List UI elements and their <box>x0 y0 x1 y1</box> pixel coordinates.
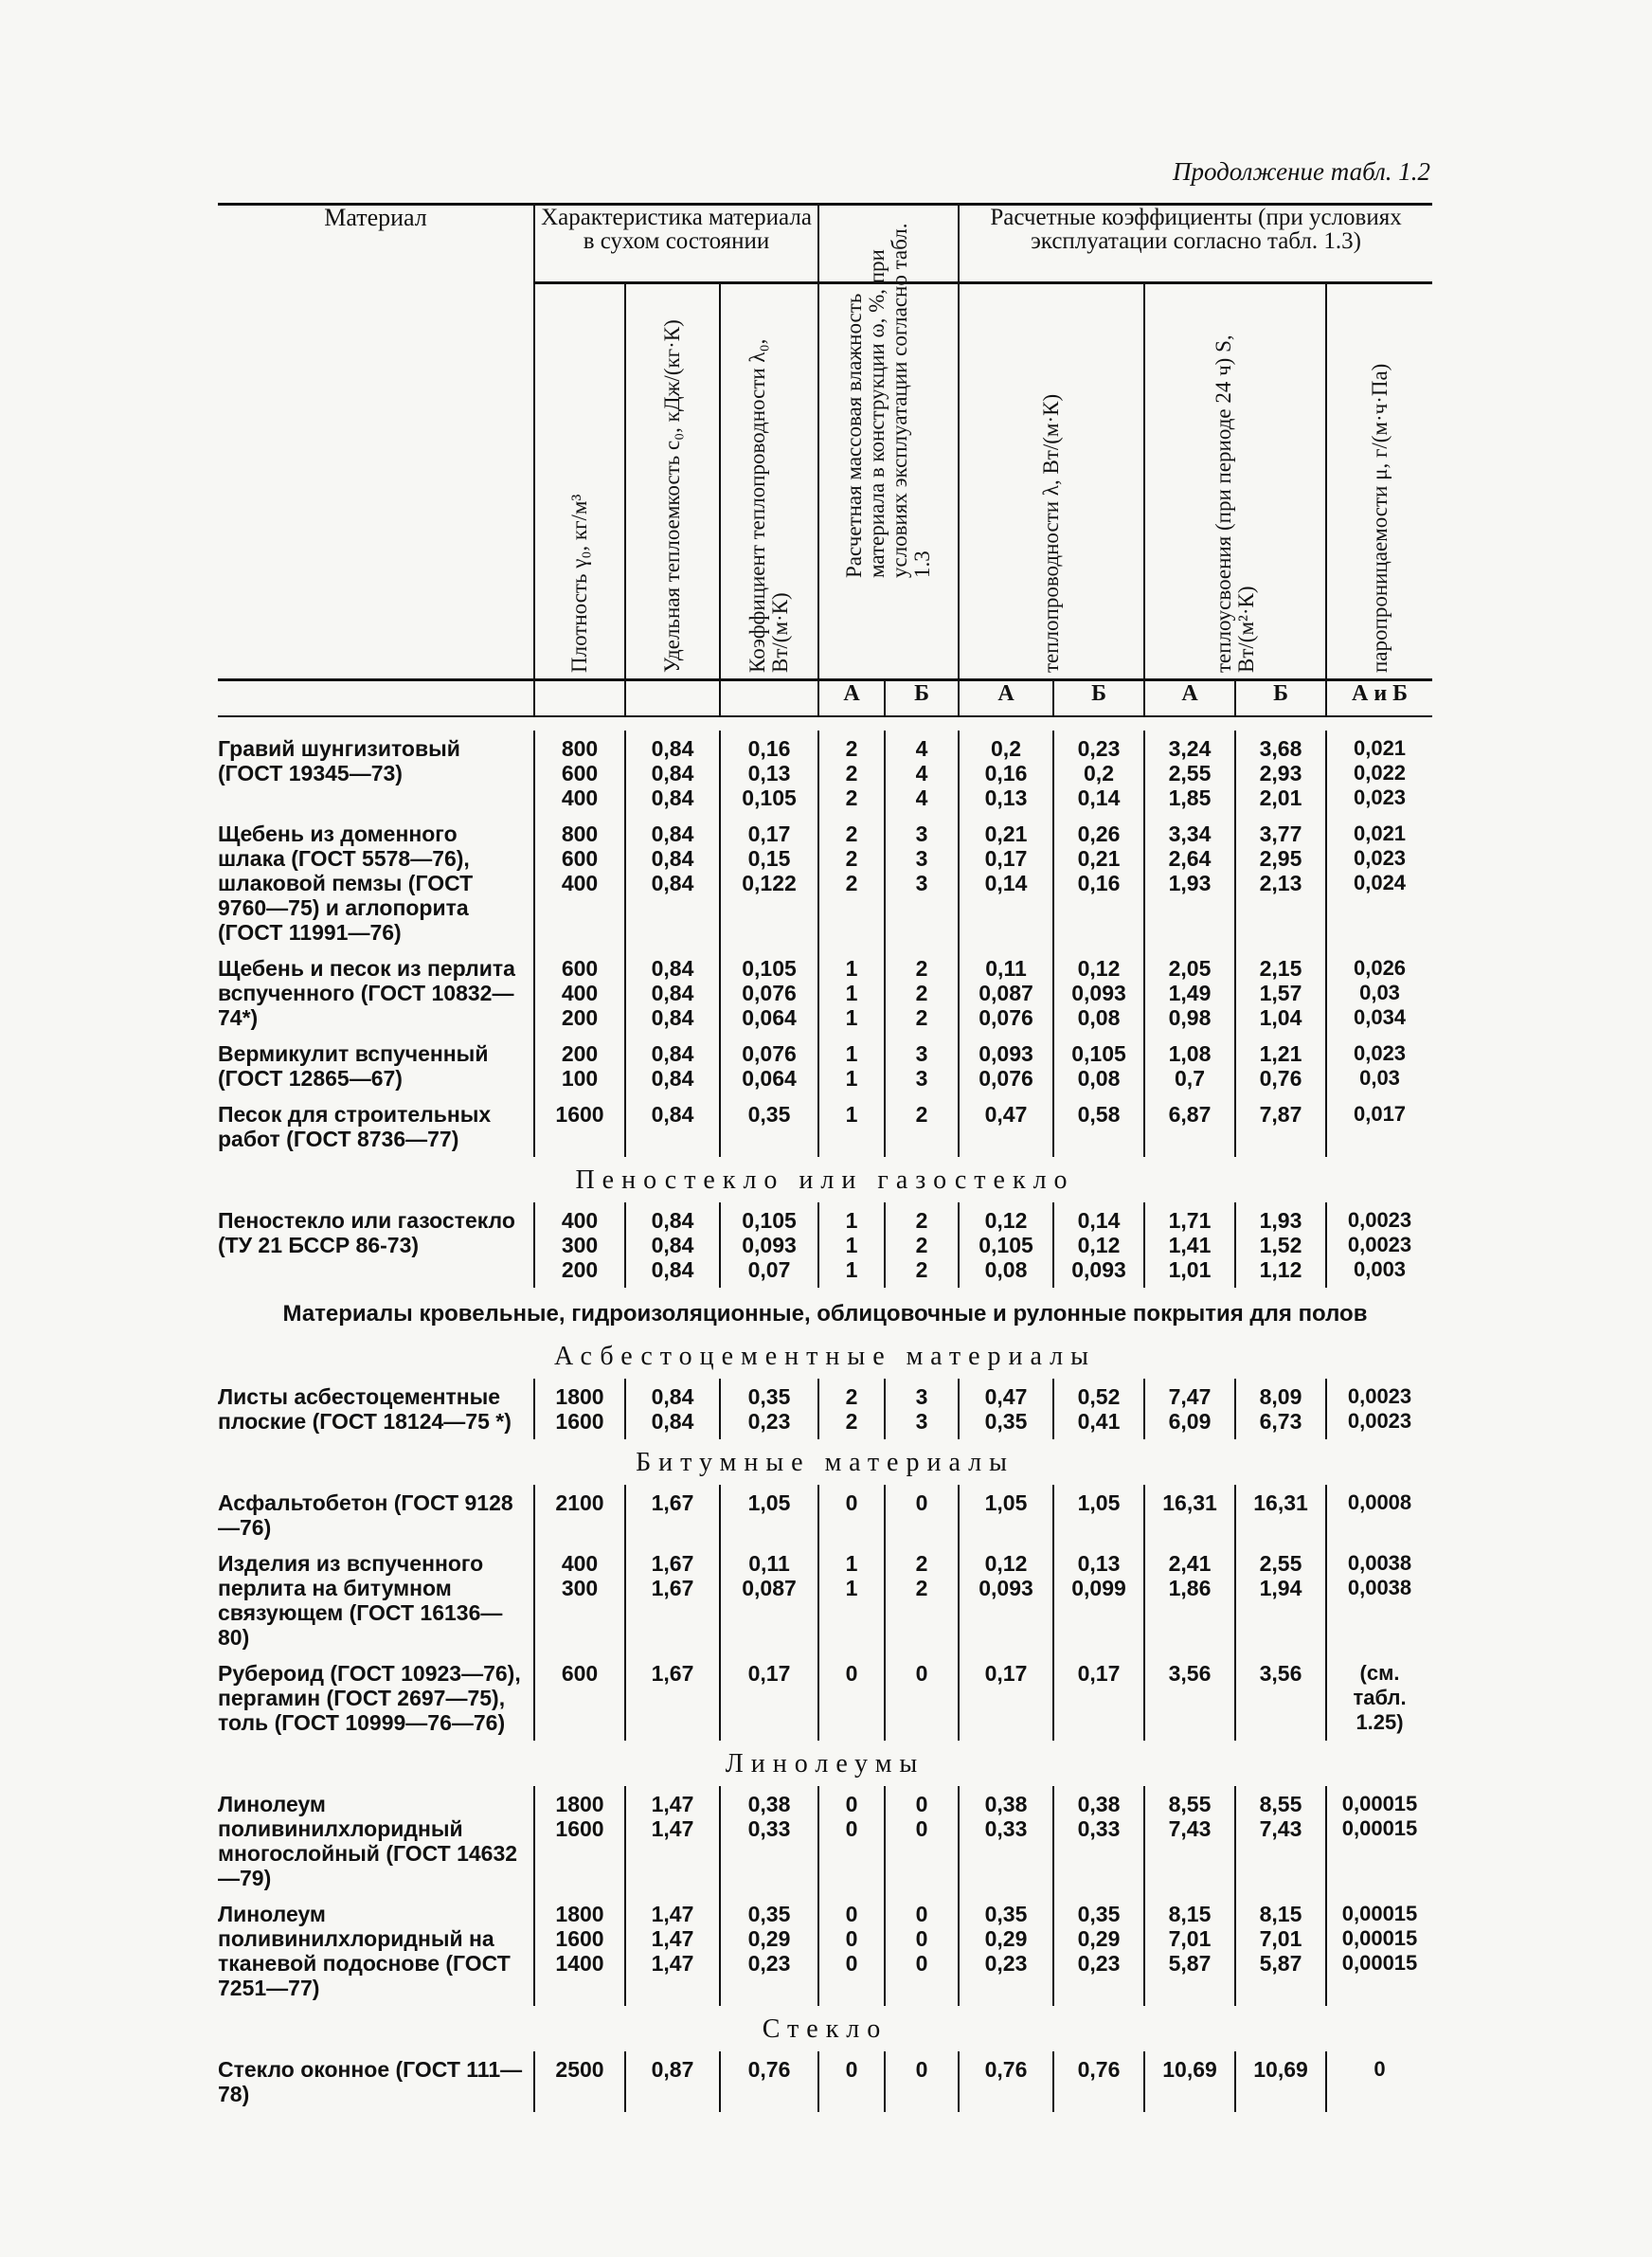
moisture-b-label: Б <box>885 680 959 717</box>
value-cell: 3,68 2,93 2,01 <box>1235 731 1326 816</box>
table-row <box>218 1096 1432 1157</box>
value-cell: 2 2 2 <box>885 950 959 1036</box>
value-cell: 1,67 <box>625 1485 720 1545</box>
value-cell: 0,00015 0,00015 0,00015 <box>1326 1896 1432 2006</box>
value-cell: 0,17 <box>959 1655 1053 1741</box>
material-name: Листы асбестоцементные плоские (ГОСТ 18124—75 *) <box>218 1384 512 1434</box>
value-cell: 0,84 0,84 <box>625 1379 720 1439</box>
table-row <box>218 1896 1432 2006</box>
material-name: Щебень из доменного шлака (ГОСТ 5578—76), шлаковой пемзы (ГОСТ 9760—75) и аглопорита (ГОСТ 11991—76) <box>218 822 474 945</box>
value-cell: 0,84 0,84 0,84 <box>625 731 720 816</box>
value-cell: 0,76 <box>959 2051 1053 2112</box>
value-cell: 2,55 1,94 <box>1235 1545 1326 1655</box>
value-cell: 0,84 0,84 0,84 <box>625 950 720 1036</box>
value-cell: 0,84 0,84 <box>625 1036 720 1096</box>
value-cell: 0,52 0,41 <box>1053 1379 1144 1439</box>
moisture-text-header: Расчетная массовая влажность материала в конструкции ω, %, при условиях эксплуатации согласно табл. 1.3 <box>818 283 959 680</box>
value-cell: 1800 1600 <box>534 1379 625 1439</box>
value-cell: 1,21 0,76 <box>1235 1036 1326 1096</box>
value-cell: 0,023 0,03 <box>1326 1036 1432 1096</box>
conductivity-b-label: Б <box>1053 680 1144 717</box>
value-cell: 7,47 6,09 <box>1144 1379 1235 1439</box>
value-cell: 0,35 0,29 0,23 <box>720 1896 818 2006</box>
material-name: Пеностекло или газостекло (ТУ 21 БССР 86-73) <box>218 1208 515 1257</box>
material-name: Рубероид (ГОСТ 10923—76), пергамин (ГОСТ 2697—75), толь (ГОСТ 10999—76—76) <box>218 1661 521 1735</box>
value-cell: 0,017 <box>1326 1096 1432 1157</box>
value-cell: 0,105 0,076 0,064 <box>720 950 818 1036</box>
value-cell: 0,38 0,33 <box>720 1786 818 1896</box>
value-cell: 0,17 <box>720 1655 818 1741</box>
section-heading-row <box>218 1333 1432 1379</box>
table-header <box>218 205 1432 717</box>
value-cell: 2 2 2 <box>885 1202 959 1288</box>
value-cell: 2 2 <box>818 1379 885 1439</box>
value-cell: 8,15 7,01 5,87 <box>1144 1896 1235 2006</box>
value-cell: 1,05 <box>1053 1485 1144 1545</box>
value-cell: 800 600 400 <box>534 816 625 950</box>
material-name: Щебень и песок из перлита вспученного (ГОСТ 10832—74*) <box>218 956 515 1030</box>
table-row <box>218 1655 1432 1741</box>
value-cell: 16,31 <box>1144 1485 1235 1545</box>
value-cell: 3,34 2,64 1,93 <box>1144 816 1235 950</box>
value-cell: 0,35 0,29 0,23 <box>959 1896 1053 2006</box>
value-cell: 10,69 <box>1235 2051 1326 2112</box>
vapor-ab-label: А и Б <box>1326 680 1432 717</box>
conductivity-dry-header: Коэффициент теплопроводности λ₀, Вт/(м·К) <box>720 283 818 680</box>
value-cell: 3,77 2,95 2,13 <box>1235 816 1326 950</box>
value-cell: 7,87 <box>1235 1096 1326 1157</box>
value-cell: 1600 <box>534 1096 625 1157</box>
value-cell: 0,021 0,022 0,023 <box>1326 731 1432 816</box>
value-cell: 1 <box>818 1096 885 1157</box>
value-cell: 1,67 1,67 <box>625 1545 720 1655</box>
section-heading: Линолеумы <box>725 1749 925 1779</box>
value-cell: 0 <box>818 2051 885 2112</box>
value-cell: 0,14 0,12 0,093 <box>1053 1202 1144 1288</box>
value-cell: 0 0 0 <box>818 1896 885 2006</box>
value-cell: 0,105 0,093 0,07 <box>720 1202 818 1288</box>
table-row <box>218 1036 1432 1096</box>
value-cell: 0 <box>885 1485 959 1545</box>
value-cell: 2 2 <box>885 1545 959 1655</box>
value-cell: 0,23 0,2 0,14 <box>1053 731 1144 816</box>
section-heading: Битумные материалы <box>636 1448 1015 1477</box>
value-cell: 1,67 <box>625 1655 720 1741</box>
material-header: Материал <box>218 205 534 680</box>
value-cell: 2 <box>885 1096 959 1157</box>
value-cell: 1800 1600 1400 <box>534 1896 625 2006</box>
value-cell: 0,0008 <box>1326 1485 1432 1545</box>
moisture-a-label: А <box>818 680 885 717</box>
value-cell: 0 0 <box>818 1786 885 1896</box>
value-cell: 1,05 <box>720 1485 818 1545</box>
value-cell: 0,35 0,23 <box>720 1379 818 1439</box>
value-cell: 1,47 1,47 1,47 <box>625 1896 720 2006</box>
density-header: Плотность γ₀, кг/м³ <box>534 283 625 680</box>
value-cell: 0,21 0,17 0,14 <box>959 816 1053 950</box>
value-cell: 3,56 <box>1144 1655 1235 1741</box>
value-cell: 0 0 <box>885 1786 959 1896</box>
category-heading-row <box>218 1288 1432 1333</box>
section-heading-row <box>218 1157 1432 1202</box>
value-cell: 3 3 <box>885 1036 959 1096</box>
value-cell: 3,24 2,55 1,85 <box>1144 731 1235 816</box>
absorption-b-label: Б <box>1235 680 1326 717</box>
value-cell: 0,0023 0,0023 0,003 <box>1326 1202 1432 1288</box>
material-name: Асфальтобетон (ГОСТ 9128—76) <box>218 1490 513 1540</box>
value-cell: 3,56 <box>1235 1655 1326 1741</box>
value-cell: 400 300 200 <box>534 1202 625 1288</box>
section-heading: Асбестоцементные материалы <box>554 1342 1096 1371</box>
value-cell: 2100 <box>534 1485 625 1545</box>
value-cell: 1 1 <box>818 1545 885 1655</box>
value-cell: 0,13 0,099 <box>1053 1545 1144 1655</box>
value-cell: 8,09 6,73 <box>1235 1379 1326 1439</box>
value-cell: 16,31 <box>1235 1485 1326 1545</box>
value-cell: 0,76 <box>1053 2051 1144 2112</box>
value-cell: 0,35 <box>720 1096 818 1157</box>
value-cell: 8,55 7,43 <box>1235 1786 1326 1896</box>
value-cell: 600 <box>534 1655 625 1741</box>
table-row <box>218 816 1432 950</box>
value-cell: 0,11 0,087 <box>720 1545 818 1655</box>
heat-capacity-header: Удельная теплоемкость c₀, кДж/(кг·К) <box>625 283 720 680</box>
value-cell: 8,15 7,01 5,87 <box>1235 1896 1326 2006</box>
spacer-row <box>218 716 1432 731</box>
value-cell: 0 <box>885 1655 959 1741</box>
value-cell: 0,26 0,21 0,16 <box>1053 816 1144 950</box>
value-cell: 0,021 0,023 0,024 <box>1326 816 1432 950</box>
value-cell: 0,12 0,105 0,08 <box>959 1202 1053 1288</box>
value-cell: 0,35 0,29 0,23 <box>1053 1896 1144 2006</box>
value-cell: 2 2 2 <box>818 731 885 816</box>
value-cell: 1,08 0,7 <box>1144 1036 1235 1096</box>
value-cell: 0,12 0,093 0,08 <box>1053 950 1144 1036</box>
material-name: Песок для строительных работ (ГОСТ 8736—77) <box>218 1102 492 1151</box>
value-cell: 2500 <box>534 2051 625 2112</box>
value-cell: 0,026 0,03 0,034 <box>1326 950 1432 1036</box>
value-cell: 0,87 <box>625 2051 720 2112</box>
material-name: Вермикулит вспученный (ГОСТ 12865—67) <box>218 1041 489 1091</box>
value-cell: 1 1 <box>818 1036 885 1096</box>
continuation-label: Продолжение табл. 1.2 <box>1172 157 1430 186</box>
value-cell: 0,0023 0,0023 <box>1326 1379 1432 1439</box>
material-name: Линолеум поливинилхлоридный на тканевой подоснове (ГОСТ 7251—77) <box>218 1902 511 2000</box>
value-cell: 0,105 0,08 <box>1053 1036 1144 1096</box>
section-heading-row <box>218 1439 1432 1485</box>
value-cell: 2,41 1,86 <box>1144 1545 1235 1655</box>
section-heading: Пеностекло или газостекло <box>575 1165 1075 1195</box>
category-heading: Материалы кровельные, гидроизоляционные, облицовочные и рулонные покрытия для полов <box>282 1301 1368 1327</box>
value-cell: 0 <box>818 1655 885 1741</box>
ab-spacer-material <box>218 680 534 717</box>
value-cell: 0 <box>818 1485 885 1545</box>
section-heading-row <box>218 2006 1432 2051</box>
value-cell: 1,05 <box>959 1485 1053 1545</box>
material-name: Стекло оконное (ГОСТ 111—78) <box>218 2057 523 2106</box>
value-cell: 0,84 0,84 0,84 <box>625 1202 720 1288</box>
value-cell: 2,05 1,49 0,98 <box>1144 950 1235 1036</box>
value-cell: 0,84 <box>625 1096 720 1157</box>
table-row <box>218 2051 1432 2112</box>
section-heading: Стекло <box>762 2014 889 2044</box>
value-cell: 0,076 0,064 <box>720 1036 818 1096</box>
value-cell: 0,47 <box>959 1096 1053 1157</box>
section-heading-row <box>218 1741 1432 1786</box>
value-cell: 0,11 0,087 0,076 <box>959 950 1053 1036</box>
material-name: Линолеум поливинилхлоридный многослойный (ГОСТ 14632—79) <box>218 1792 518 1890</box>
value-cell: 2,15 1,57 1,04 <box>1235 950 1326 1036</box>
value-cell: 0,2 0,16 0,13 <box>959 731 1053 816</box>
conductivity-a-label: А <box>959 680 1053 717</box>
materials-table <box>218 203 1432 2112</box>
value-cell: 10,69 <box>1144 2051 1235 2112</box>
conductivity-header: теплопроводности λ, Вт/(м·К) <box>959 283 1144 680</box>
table-row <box>218 1545 1432 1655</box>
material-name: Изделия из вспученного перлита на битумном связующем (ГОСТ 16136—80) <box>218 1551 503 1650</box>
table-row <box>218 1202 1432 1288</box>
dry-group-header: Характеристика материала в сухом состоянии <box>534 205 818 283</box>
table-row <box>218 950 1432 1036</box>
value-cell: 0,093 0,076 <box>959 1036 1053 1096</box>
value-cell: 0,47 0,35 <box>959 1379 1053 1439</box>
value-cell: 0 0 0 <box>885 1896 959 2006</box>
value-cell: 600 400 200 <box>534 950 625 1036</box>
value-cell: 0,84 0,84 0,84 <box>625 816 720 950</box>
value-cell: 0,0038 0,0038 <box>1326 1545 1432 1655</box>
absorption-header: теплоусвоения (при периоде 24 ч) S, Вт/(м²·К) <box>1144 283 1326 680</box>
value-cell: 1,47 1,47 <box>625 1786 720 1896</box>
vapor-header: паропроницаемости μ, г/(м·ч·Па) <box>1326 283 1432 680</box>
material-name: Гравий шунгизитовый (ГОСТ 19345—73) <box>218 736 460 785</box>
value-cell: 3 3 <box>885 1379 959 1439</box>
ab-spacer-capacity <box>625 680 720 717</box>
value-cell: 1800 1600 <box>534 1786 625 1896</box>
value-cell: 400 300 <box>534 1545 625 1655</box>
value-cell: 0,76 <box>720 2051 818 2112</box>
value-cell: 800 600 400 <box>534 731 625 816</box>
value-cell: 0,58 <box>1053 1096 1144 1157</box>
table-row <box>218 1485 1432 1545</box>
table-row <box>218 731 1432 816</box>
value-cell: 0,17 0,15 0,122 <box>720 816 818 950</box>
value-cell: 1 1 1 <box>818 1202 885 1288</box>
value-cell: 0,12 0,093 <box>959 1545 1053 1655</box>
value-cell: 200 100 <box>534 1036 625 1096</box>
calc-group-header: Расчетные коэффициенты (при условиях эксплуатации согласно табл. 1.3) <box>959 205 1432 283</box>
value-cell: 2 2 2 <box>818 816 885 950</box>
absorption-a-label: А <box>1144 680 1235 717</box>
value-cell: 0,17 <box>1053 1655 1144 1741</box>
value-cell: 0,00015 0,00015 <box>1326 1786 1432 1896</box>
value-cell: 0,38 0,33 <box>1053 1786 1144 1896</box>
ab-spacer-conductivity <box>720 680 818 717</box>
value-cell: 1,71 1,41 1,01 <box>1144 1202 1235 1288</box>
value-cell: 0 <box>885 2051 959 2112</box>
value-cell: 1,93 1,52 1,12 <box>1235 1202 1326 1288</box>
value-cell: 0,38 0,33 <box>959 1786 1053 1896</box>
value-cell: 3 3 3 <box>885 816 959 950</box>
ab-spacer-density <box>534 680 625 717</box>
value-cell: 4 4 4 <box>885 731 959 816</box>
table-body <box>218 716 1432 2112</box>
value-cell: 6,87 <box>1144 1096 1235 1157</box>
value-cell: (см. табл. 1.25) <box>1326 1655 1432 1741</box>
table-row <box>218 1379 1432 1439</box>
value-cell: 1 1 1 <box>818 950 885 1036</box>
value-cell: 8,55 7,43 <box>1144 1786 1235 1896</box>
value-cell: 0,16 0,13 0,105 <box>720 731 818 816</box>
table-row <box>218 1786 1432 1896</box>
value-cell: 0 <box>1326 2051 1432 2112</box>
